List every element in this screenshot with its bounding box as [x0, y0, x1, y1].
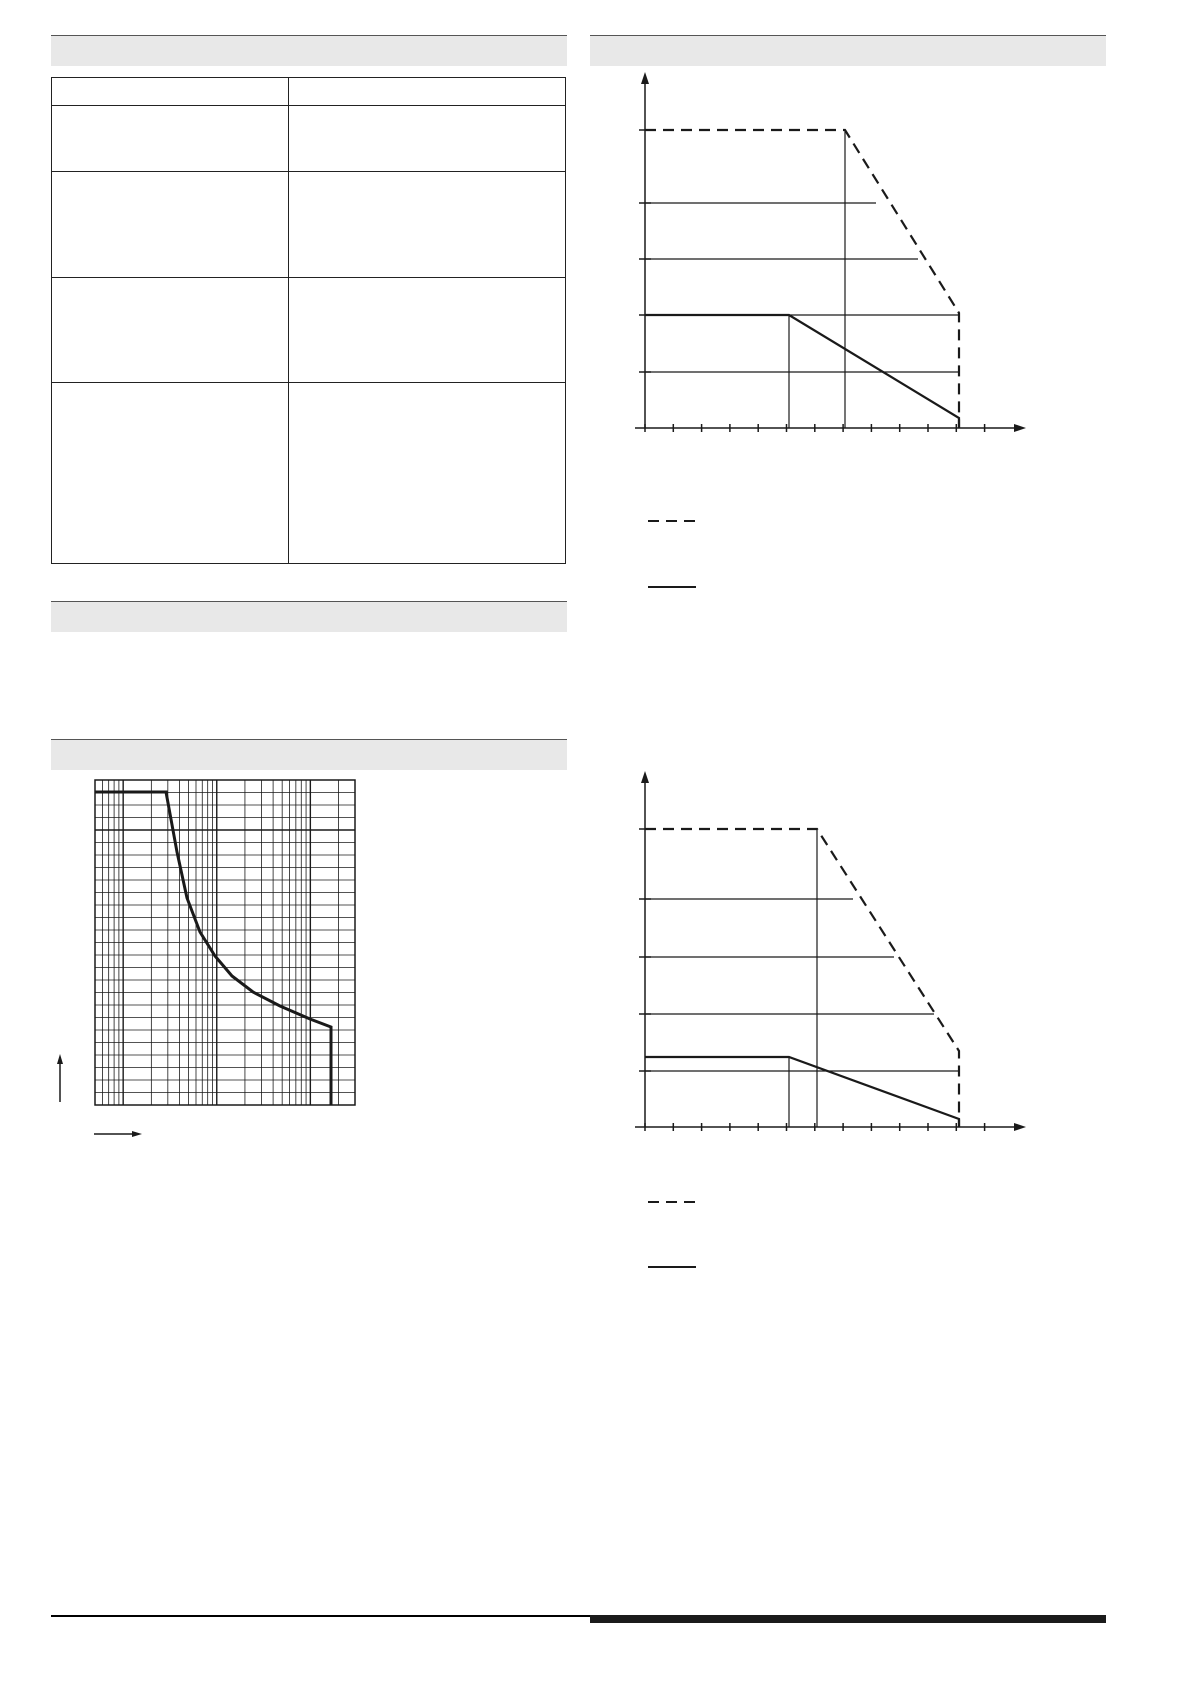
chart-grid [95, 780, 355, 1105]
series-dashed-line [645, 829, 959, 1127]
table-cell [52, 383, 289, 564]
section-header-technical-data [51, 35, 567, 66]
y-axis-arrow-head [57, 1054, 63, 1064]
y-axis-arrow-head [641, 72, 649, 84]
footer-rule [51, 1615, 591, 1617]
table-header-cell [289, 78, 566, 106]
table-row [52, 278, 566, 383]
table-row [52, 172, 566, 278]
table-row [52, 383, 566, 564]
specification-table [51, 77, 566, 564]
section-header-notes [51, 601, 567, 632]
table-header-cell [52, 78, 289, 106]
x-axis-arrow-head [132, 1131, 142, 1137]
x-axis-arrow-head [1014, 424, 1026, 432]
table-cell [52, 278, 289, 383]
table-cell [52, 106, 289, 172]
table-header-row [52, 78, 566, 106]
section-header-characteristic-curve [51, 739, 567, 770]
series-dashed-line [645, 130, 959, 428]
section-header-derating-curves [590, 35, 1106, 66]
table-cell [289, 383, 566, 564]
table-row [52, 106, 566, 172]
x-axis-arrow-head [1014, 1123, 1026, 1131]
characteristic-curve-chart [50, 772, 370, 1142]
derating-chart-1 [620, 65, 1040, 605]
table-cell [52, 172, 289, 278]
derating-chart-2 [620, 765, 1040, 1280]
series-solid-line [645, 1057, 959, 1127]
y-axis-arrow-head [641, 771, 649, 783]
footer-bar [590, 1615, 1106, 1623]
chart-gridlines [645, 130, 959, 428]
table-cell [289, 106, 566, 172]
table-cell [289, 172, 566, 278]
table-cell [289, 278, 566, 383]
